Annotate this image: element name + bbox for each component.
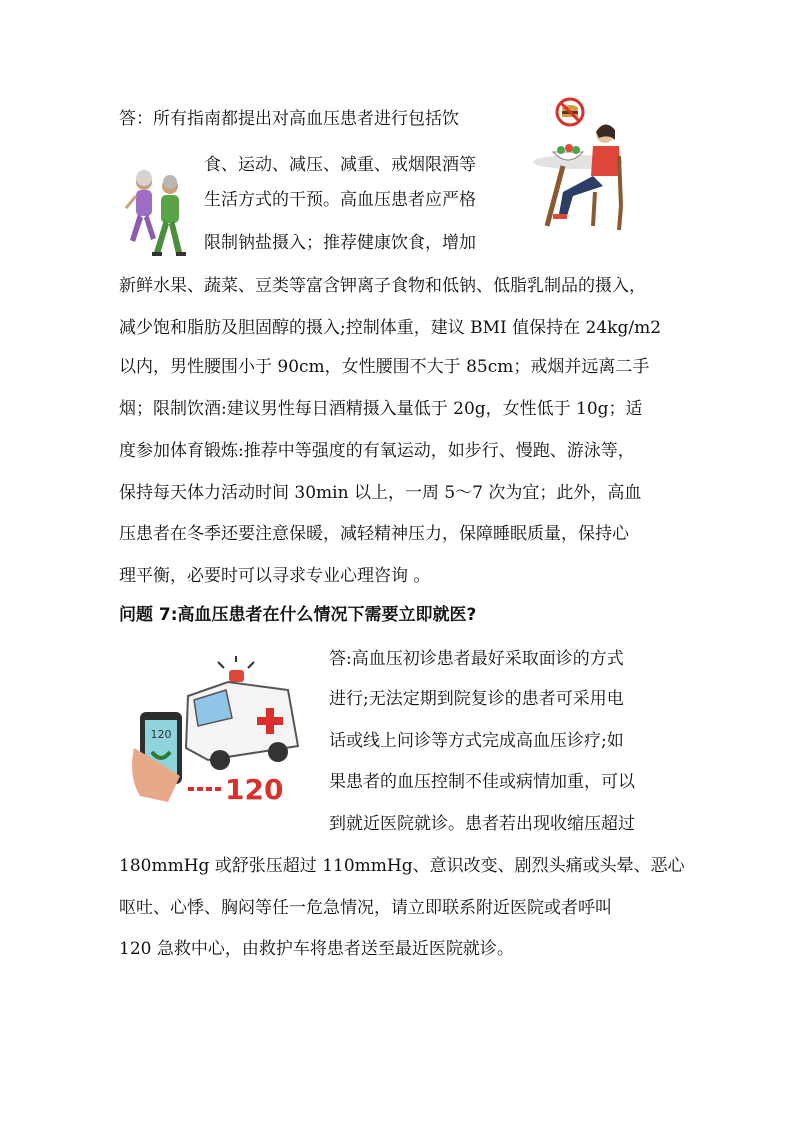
healthy-eating-illustration	[533, 96, 633, 234]
paragraph-line: 120 急救中心，由救护车将患者送至最近医院就诊。	[119, 939, 514, 959]
paragraph-line: 生活方式的干预。高血压患者应严格	[204, 190, 476, 210]
paragraph-line: 答：所有指南都提出对高血压患者进行包括饮	[119, 109, 459, 129]
paragraph-line: 食、运动、减压、减重、戒烟限酒等	[204, 155, 476, 175]
paragraph-line: 减少饱和脂肪及胆固醇的摄入;控制体重，建议 BMI 值保持在 24kg/m2	[119, 318, 662, 338]
paragraph-line: 烟；限制饮酒:建议男性每日酒精摄入量低于 20g，女性低于 10g；适	[119, 399, 643, 419]
ambulance-number-text: 120	[225, 773, 284, 806]
paragraph-line: 话或线上问诊等方式完成高血压诊疗;如	[329, 731, 624, 751]
paragraph-line: 保持每天体力活动时间 30min 以上，一周 5～7 次为宜；此外，高血	[119, 483, 642, 503]
paragraph-line: 度参加体育锻炼:推荐中等强度的有氧运动，如步行、慢跑、游泳等，	[119, 441, 635, 461]
paragraph-line: 到就近医院就诊。患者若出现收缩压超过	[329, 814, 635, 834]
paragraph-line: 以内，男性腰围小于 90cm，女性腰围不大于 85cm；戒烟并远离二手	[119, 357, 650, 377]
paragraph-line: 答:高血压初诊患者最好采取面诊的方式	[329, 649, 624, 669]
question-7-heading: 问题 7:高血压患者在什么情况下需要立即就医?	[119, 605, 477, 625]
paragraph-line: 180mmHg 或舒张压超过 110mmHg、意识改变、剧烈头痛或头晕、恶心	[119, 856, 685, 876]
walking-couple-illustration	[122, 168, 192, 260]
paragraph-line: 限制钠盐摄入；推荐健康饮食，增加	[204, 233, 476, 253]
paragraph-line: 进行;无法定期到院复诊的患者可采用电	[329, 689, 624, 709]
paragraph-line: 压患者在冬季还要注意保暖，减轻精神压力，保障睡眠质量，保持心	[119, 524, 629, 544]
paragraph-line: 果患者的血压控制不佳或病情加重，可以	[329, 772, 635, 792]
phone-number-text: 120	[150, 728, 172, 741]
paragraph-line: 理平衡，必要时可以寻求专业心理咨询 。	[119, 566, 431, 586]
paragraph-line: 呕吐、心悸、胸闷等任一危急情况，请立即联系附近医院或者呼叫	[119, 898, 612, 918]
emergency-120-illustration	[128, 656, 313, 806]
paragraph-line: 新鲜水果、蔬菜、豆类等富含钾离子食物和低钠、低脂乳制品的摄入，	[119, 276, 646, 296]
